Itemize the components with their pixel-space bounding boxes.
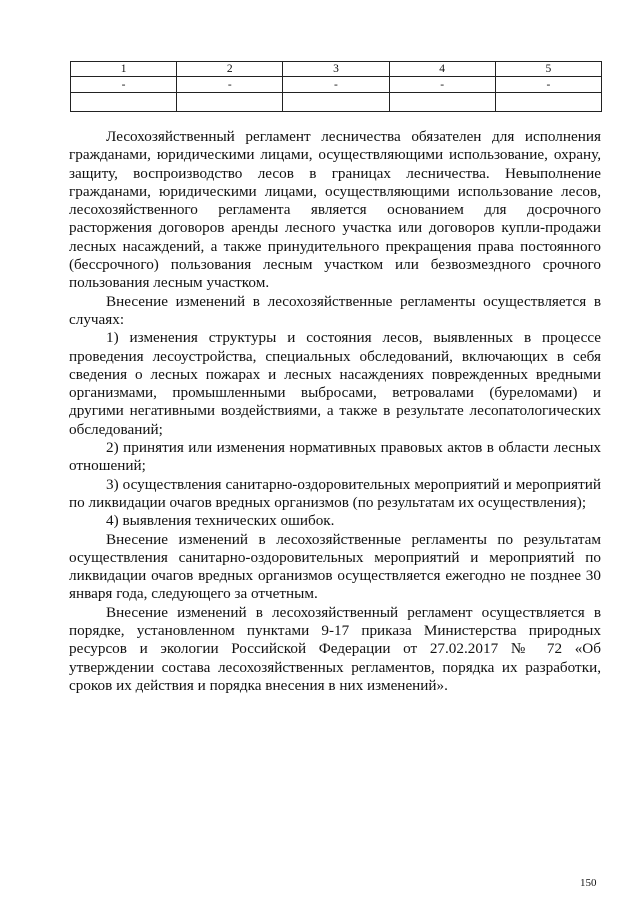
table-cell [389, 93, 495, 112]
data-table [70, 61, 602, 112]
table-row [71, 93, 602, 112]
paragraph-procedure: Внесение изменений в лесохозяйственный регламент осуществляется в порядке, установленном пунктами 9-17 приказа Министерства природных ресурсов и экологии Российской Федерации от 27.02.2017 № 72 «Об утверждении состава лесохозяйственных регламентов, порядка их разработки, сроков их действия и порядка внесения в них изменений». [69, 603, 601, 694]
table-cell: - [389, 77, 495, 93]
list-item-sanitary-measures: 3) осуществления санитарно-оздоровительных мероприятий и мероприятий по ликвидации очагов вредных организмов (по результатам их осуществления); [69, 475, 601, 511]
table-cell: - [283, 77, 389, 93]
table-cell: - [71, 77, 177, 93]
table-cell [71, 93, 177, 112]
list-item-technical-errors: 4) выявления технических ошибок. [106, 512, 335, 530]
table-header-cell: 1 [71, 62, 177, 77]
paragraph-obligation: Лесохозяйственный регламент лесничества обязателен для исполнения гражданами, юридическими лицами, осуществляющими использование, охрану, защиту, воспроизводство лесов в границах лесничества. Невыполнение гражданами, юридическими лицами, осуществляющими использование лесов, лесохозяйственного регламента является основанием для досрочного расторжения договоров аренды лесного участка или договоров купли-продажи лесных насаждений, а также принудительного прекращения права постоянного (бессрочного) пользования лесным участком или безвозмездного срочного пользования лесным участком. [69, 128, 601, 292]
table-header-cell: 5 [495, 62, 601, 77]
table-cell: - [177, 77, 283, 93]
paragraph-amendment-cases: Внесение изменений в лесохозяйственные регламенты осуществляется в случаях: [69, 292, 601, 328]
page-number: 150 [580, 877, 597, 889]
table-header-row [71, 62, 602, 77]
table-header-cell: 3 [283, 62, 389, 77]
body-text [69, 128, 601, 695]
paragraph-annual-deadline: Внесение изменений в лесохозяйственные регламенты по результатам осуществления санитарно-оздоровительных мероприятий и мероприятий по ликвидации очагов вредных организмов осуществляется ежегодно не позднее 30 января года, следующего за отчетным. [69, 530, 601, 603]
table-cell [177, 93, 283, 112]
table-row [71, 77, 602, 93]
table-cell [283, 93, 389, 112]
table-header-cell: 2 [177, 62, 283, 77]
table-cell: - [495, 77, 601, 93]
list-item-forest-changes: 1) изменения структуры и состояния лесов, выявленных в процессе проведения лесоустройства, специальных обследований, включающих в себя сведения о лесных пожарах и лесных насаждениях поврежденных вредными организмами, промышленными выбросами, ветровалами (буреломами) и другими негативными воздействиями, а также в результате лесопатологических обследований; [69, 329, 601, 438]
table-cell [495, 93, 601, 112]
table-header-cell: 4 [389, 62, 495, 77]
list-item-legal-acts: 2) принятия или изменения нормативных правовых актов в области лесных отношений; [69, 439, 601, 475]
